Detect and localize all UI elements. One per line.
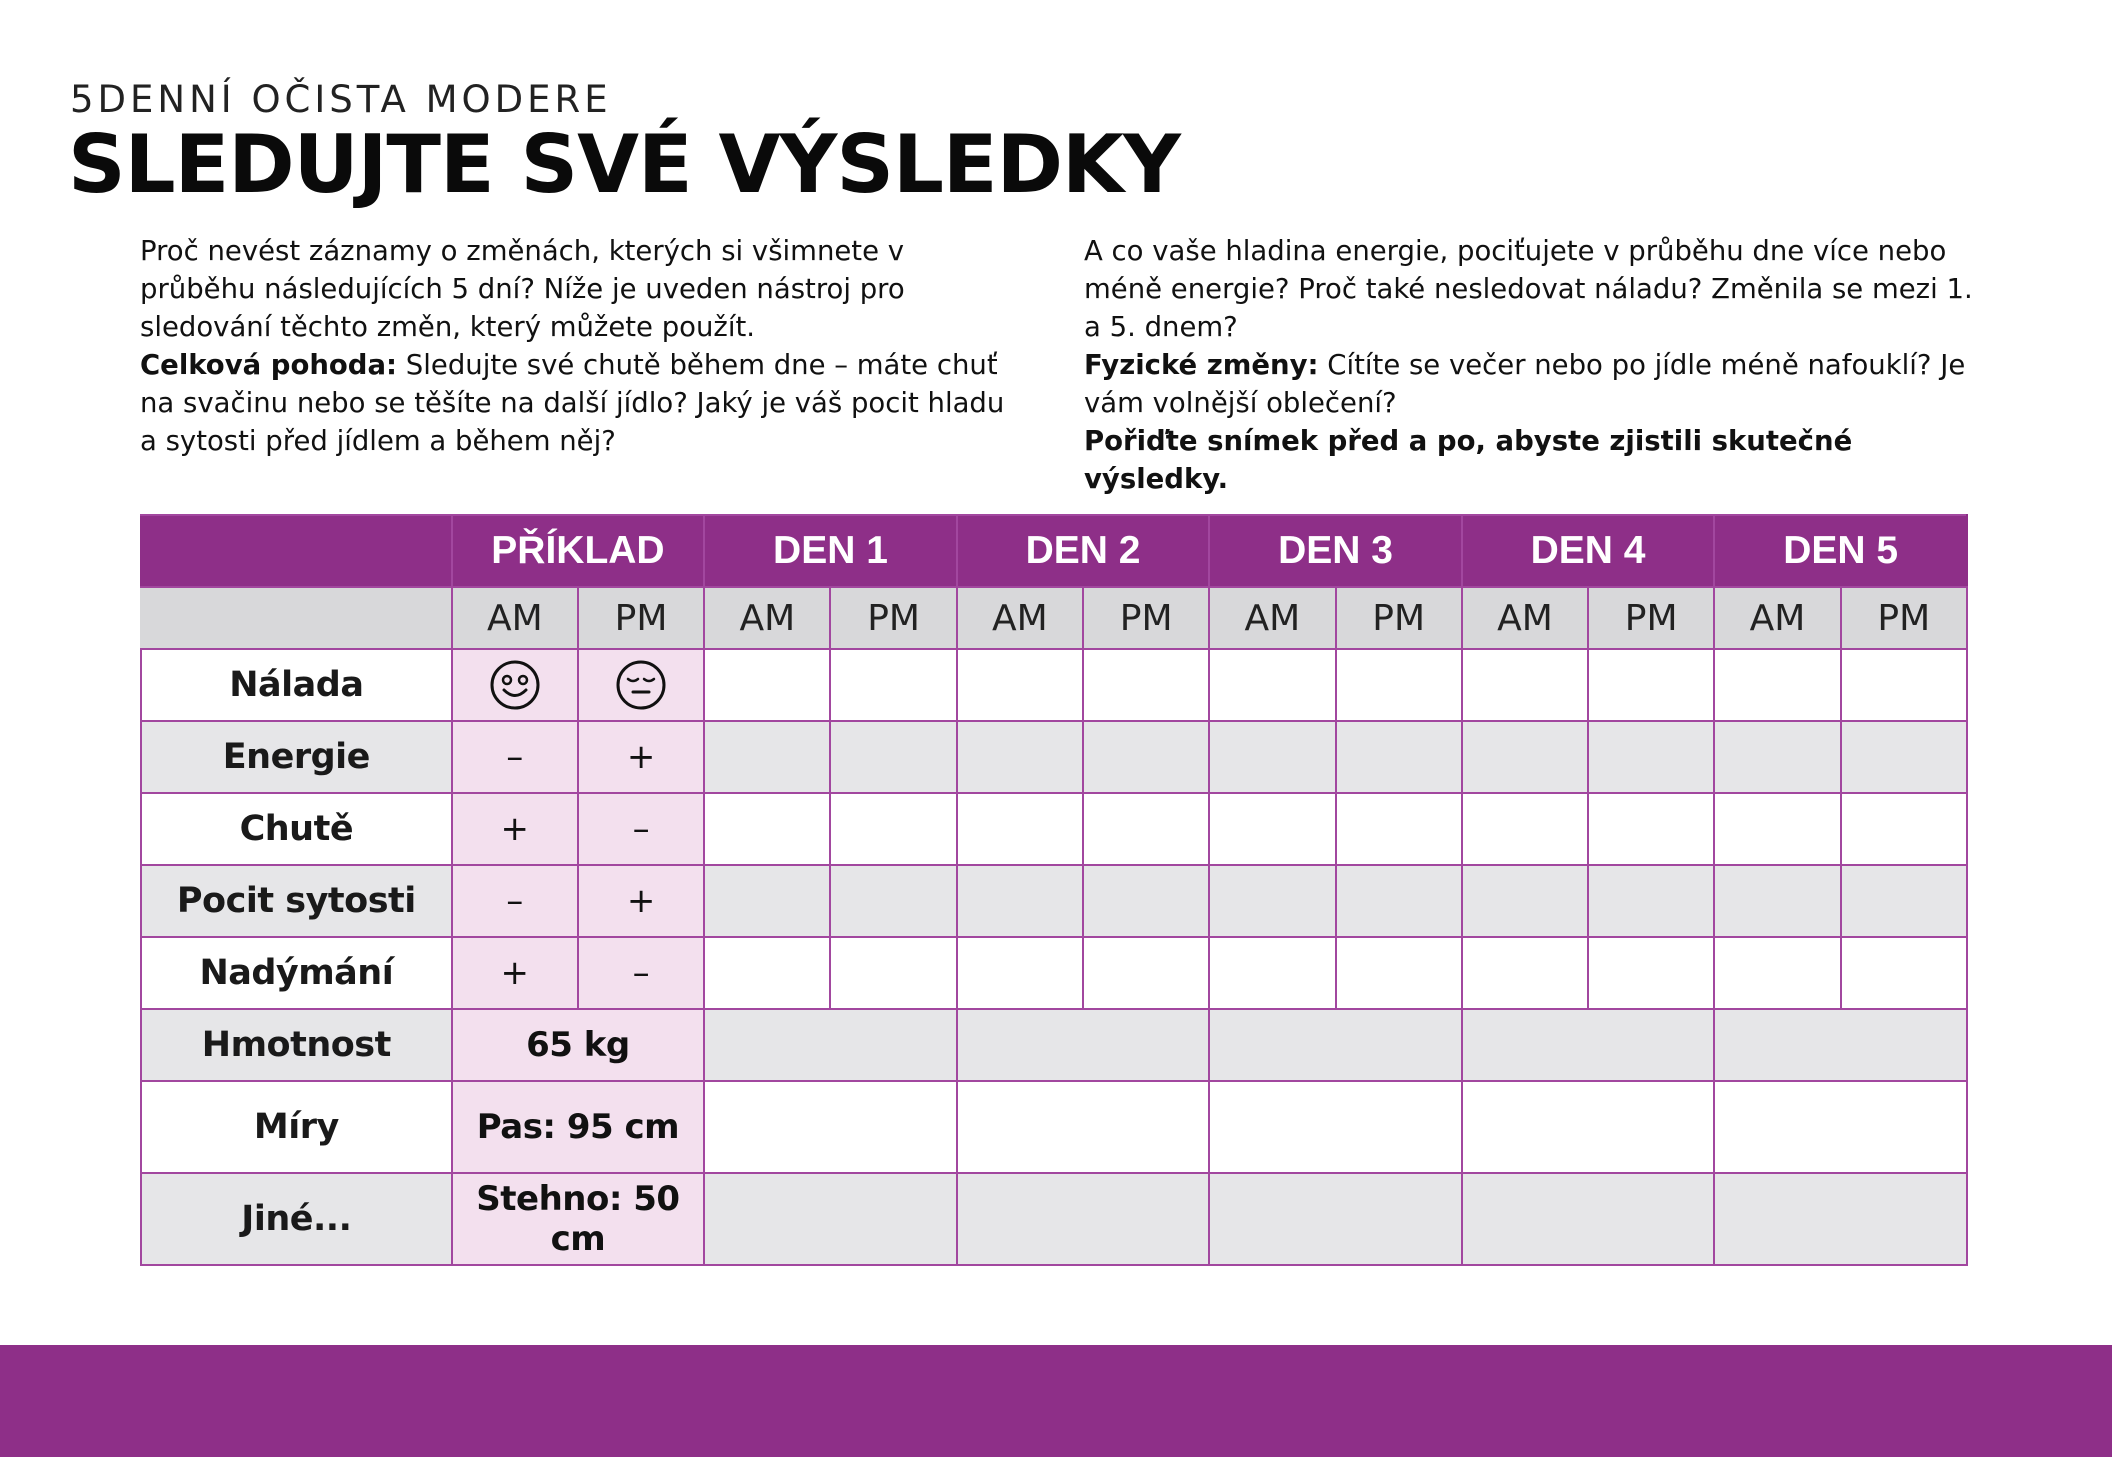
intro-left-text: Sledujte své chutě během dne – máte chuť na svačinu nebo se těšíte na další jídlo? Jaký je váš pocit hladu a sytosti před jídlem a během něj? [140,349,1005,457]
intro-left-paragraph-1: Proč nevést záznamy o změnách, kterých si všimnete v průběhu následujících 5 dní? Níže je uveden nástroj pro sledování těchto změn, který můžete použít. [140,235,905,343]
example-cravings-am: + [452,793,578,865]
results-tracker-table [140,514,1968,1266]
intro-right-paragraph-2 [1084,346,1984,422]
day-3-am-header: AM [1209,587,1335,649]
entry-cell[interactable] [1841,649,1967,721]
entry-cell[interactable] [704,649,830,721]
entry-cell[interactable] [957,721,1083,793]
entry-cell[interactable] [1714,793,1840,865]
entry-cell[interactable] [830,649,956,721]
example-energy-am: – [452,721,578,793]
day-1-pm-header: PM [830,587,956,649]
day-4-pm-header: PM [1588,587,1714,649]
row-label: Chutě [141,793,452,865]
subheader-blank-cell [141,587,452,649]
entry-cell[interactable] [704,1081,957,1173]
entry-cell[interactable] [1209,1173,1462,1265]
header-blank-cell [141,515,452,587]
page-title: SLEDUJTE SVÉ VÝSLEDKY [68,118,1180,211]
entry-cell[interactable] [1841,865,1967,937]
day-2-pm-header: PM [1083,587,1209,649]
entry-cell[interactable] [1083,721,1209,793]
entry-cell[interactable] [1462,1009,1715,1081]
entry-cell[interactable] [957,649,1083,721]
example-satiety-am: – [452,865,578,937]
entry-cell[interactable] [1336,865,1462,937]
page-kicker: 5DENNÍ OČISTA MODERE [70,78,612,121]
day-1-am-header: AM [704,587,830,649]
example-am-header: AM [452,587,578,649]
row-label: Nadýmání [141,937,452,1009]
example-pm-header: PM [578,587,704,649]
entry-cell[interactable] [1209,937,1335,1009]
day-2-am-header: AM [957,587,1083,649]
row-label: Nálada [141,649,452,721]
row-label: Pocit sytosti [141,865,452,937]
intro-right-paragraph-3 [1084,422,1984,498]
row-label: Míry [141,1081,452,1173]
example-cravings-pm: – [578,793,704,865]
entry-cell[interactable] [1462,1173,1715,1265]
intro-left [140,232,1020,460]
table-header-row [141,515,1967,587]
entry-cell[interactable] [1588,649,1714,721]
example-weight: 65 kg [452,1009,705,1081]
example-bloating-am: + [452,937,578,1009]
table-row-other [141,1173,1967,1265]
entry-cell[interactable] [830,937,956,1009]
row-label: Hmotnost [141,1009,452,1081]
entry-cell[interactable] [957,1173,1210,1265]
header-day-4: DEN 4 [1462,515,1715,587]
entry-cell[interactable] [704,865,830,937]
entry-cell[interactable] [1209,721,1335,793]
intro-right [1084,232,1984,498]
entry-cell[interactable] [1209,1081,1462,1173]
header-example: PŘÍKLAD [452,515,705,587]
table-row-cravings [141,793,1967,865]
example-satiety-pm: + [578,865,704,937]
entry-cell[interactable] [1336,793,1462,865]
entry-cell[interactable] [1209,649,1335,721]
intro-left-label: Celková pohoda: [140,349,398,381]
entry-cell[interactable] [1588,793,1714,865]
row-label: Jiné... [141,1173,452,1265]
example-mood-am [452,649,578,721]
example-energy-pm: + [578,721,704,793]
table-row-weight [141,1009,1967,1081]
entry-cell[interactable] [1714,1173,1967,1265]
row-label: Energie [141,721,452,793]
entry-cell[interactable] [1462,865,1588,937]
entry-cell[interactable] [1588,937,1714,1009]
entry-cell[interactable] [1209,1009,1462,1081]
entry-cell[interactable] [1083,865,1209,937]
intro-right-text: Cítíte se večer nebo po jídle méně nafouklí? Je vám volnější oblečení? [1084,349,1966,419]
entry-cell[interactable] [1714,1081,1967,1173]
table-row-energy [141,721,1967,793]
entry-cell[interactable] [957,865,1083,937]
header-day-2: DEN 2 [957,515,1210,587]
intro-right-label: Fyzické změny: [1084,349,1319,381]
example-mood-pm [578,649,704,721]
entry-cell[interactable] [1209,865,1335,937]
example-bloating-pm: – [578,937,704,1009]
table-row-bloating [141,937,1967,1009]
expressionless-face-icon [614,658,668,712]
entry-cell[interactable] [1336,649,1462,721]
entry-cell[interactable] [957,1009,1210,1081]
header-day-1: DEN 1 [704,515,957,587]
table-row-satiety [141,865,1967,937]
entry-cell[interactable] [1462,721,1588,793]
entry-cell[interactable] [1083,937,1209,1009]
entry-cell[interactable] [957,793,1083,865]
table-row-mood [141,649,1967,721]
example-measures: Pas: 95 cm [452,1081,705,1173]
entry-cell[interactable] [1714,649,1840,721]
day-3-pm-header: PM [1336,587,1462,649]
entry-cell[interactable] [704,793,830,865]
entry-cell[interactable] [1462,649,1588,721]
entry-cell[interactable] [830,721,956,793]
entry-cell[interactable] [1462,937,1588,1009]
entry-cell[interactable] [704,1009,957,1081]
entry-cell[interactable] [1336,721,1462,793]
entry-cell[interactable] [1209,793,1335,865]
smiling-face-icon [488,658,542,712]
entry-cell[interactable] [957,937,1083,1009]
entry-cell[interactable] [1841,937,1967,1009]
entry-cell[interactable] [1336,937,1462,1009]
entry-cell[interactable] [1462,1081,1715,1173]
table-ampm-row [141,587,1967,649]
day-5-pm-header: PM [1841,587,1967,649]
day-5-am-header: AM [1714,587,1840,649]
entry-cell[interactable] [1714,1009,1967,1081]
entry-cell[interactable] [1714,721,1840,793]
table-row-measures [141,1081,1967,1173]
entry-cell[interactable] [957,1081,1210,1173]
intro-left-paragraph-2 [140,346,1020,460]
header-day-3: DEN 3 [1209,515,1462,587]
entry-cell[interactable] [830,865,956,937]
entry-cell[interactable] [1588,865,1714,937]
entry-cell[interactable] [1841,721,1967,793]
entry-cell[interactable] [704,1173,957,1265]
entry-cell[interactable] [1588,721,1714,793]
entry-cell[interactable] [1083,649,1209,721]
entry-cell[interactable] [1083,793,1209,865]
intro-right-callout: Pořiďte snímek před a po, abyste zjistili skutečné výsledky. [1084,425,1853,495]
intro-right-paragraph-1: A co vaše hladina energie, pociťujete v průběhu dne více nebo méně energie? Proč také nesledovat náladu? Změnila se mezi 1. a 5. dnem? [1084,235,1973,343]
entry-cell[interactable] [830,793,956,865]
entry-cell[interactable] [1841,793,1967,865]
day-4-am-header: AM [1462,587,1588,649]
header-day-5: DEN 5 [1714,515,1967,587]
entry-cell[interactable] [704,721,830,793]
entry-cell[interactable] [1462,793,1588,865]
example-other: Stehno: 50 cm [452,1173,705,1265]
entry-cell[interactable] [1714,865,1840,937]
entry-cell[interactable] [704,937,830,1009]
footer-band [0,1345,2112,1457]
entry-cell[interactable] [1714,937,1840,1009]
